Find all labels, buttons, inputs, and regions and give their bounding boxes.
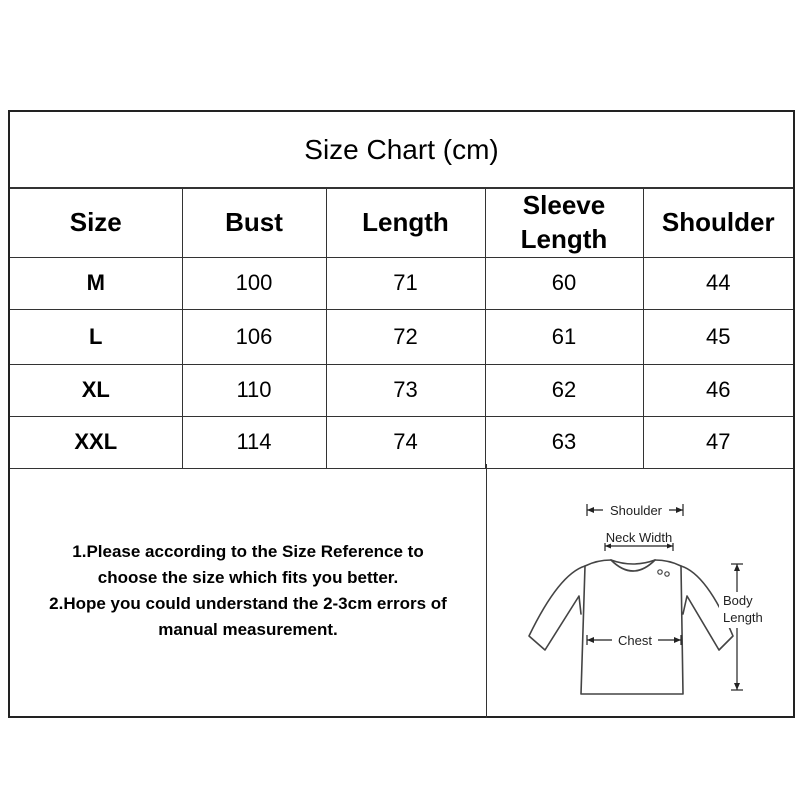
note-line-3: 2.Hope you could understand the 2-3cm errors of (49, 594, 447, 613)
body-length-label-1: Body (723, 593, 753, 608)
cell-sleeve-length: 63 (485, 416, 643, 468)
header-sleeve-length (485, 189, 643, 258)
cell-size: M (10, 257, 182, 309)
note-line-2: choose the size which fits you better. (97, 568, 399, 587)
cell-size: L (10, 309, 182, 364)
header-length: Length (326, 189, 485, 258)
header-sleeve-length-label: Sleeve Length (520, 190, 608, 254)
cell-shoulder: 44 (643, 257, 793, 309)
cell-bust: 100 (182, 257, 326, 309)
size-table (10, 188, 793, 469)
size-chart (8, 110, 795, 718)
cell-length: 72 (326, 309, 485, 364)
note-line-4: manual measurement. (158, 620, 338, 639)
table-row (10, 364, 793, 416)
table-row (10, 257, 793, 309)
cell-size: XL (10, 364, 182, 416)
cell-length: 71 (326, 257, 485, 309)
header-bust: Bust (182, 189, 326, 258)
cell-length: 74 (326, 416, 485, 468)
chest-label: Chest (618, 633, 652, 648)
measurement-notes (10, 464, 487, 718)
table-row (10, 309, 793, 364)
bottom-section (10, 464, 793, 718)
neck-width-label: Neck Width (605, 530, 673, 545)
note-line-1: 1.Please according to the Size Reference to (72, 542, 424, 561)
chart-title: Size Chart (cm) (10, 112, 793, 188)
cell-shoulder: 46 (643, 364, 793, 416)
header-size: Size (10, 189, 182, 258)
cell-sleeve-length: 62 (485, 364, 643, 416)
cell-bust: 110 (182, 364, 326, 416)
cell-size: XXL (10, 416, 182, 468)
cell-bust: 106 (182, 309, 326, 364)
cell-sleeve-length: 60 (485, 257, 643, 309)
body-length-label-2: Length (723, 610, 763, 625)
header-row (10, 189, 793, 258)
measurement-diagram (487, 464, 793, 718)
cell-length: 73 (326, 364, 485, 416)
cell-sleeve-length: 61 (485, 309, 643, 364)
cell-bust: 114 (182, 416, 326, 468)
shoulder-label: Shoulder (609, 503, 663, 518)
table-row (10, 416, 793, 468)
cell-shoulder: 45 (643, 309, 793, 364)
header-shoulder: Shoulder (643, 189, 793, 258)
cell-shoulder: 47 (643, 416, 793, 468)
sweater-icon (487, 464, 793, 718)
